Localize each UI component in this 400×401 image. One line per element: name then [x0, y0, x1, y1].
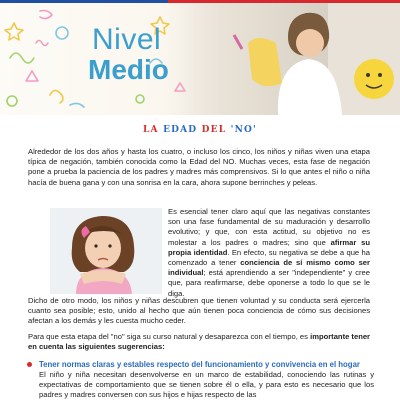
- paragraph-voluntad: Dicho de otro modo, los niños y niñas descubren que tienen voluntad y su conducta será ejercerla cuanto sea posible; esto, unido al hecho que aún tienen poca conciencia de cómo sus decisiones afectan a los demás y les cuesta mucho ceder.: [28, 296, 370, 326]
- suggestion-body: El niño y niña necesitan desenvolverse en un marco de estabilidad, conociendo las rutinas y expectativas de comportamiento que se tienen sobre él o ella, y para esto es necesario que los padres y madres conversen con sus hijos e hijas respecto de las: [39, 370, 374, 400]
- p4-bold: importante tener en cuenta las siguientes sugerencias:: [28, 332, 371, 352]
- heading-word-4: 'NO': [230, 125, 257, 135]
- page-title-line2: Medio: [88, 54, 169, 85]
- girl-photo: [50, 208, 162, 294]
- header-banner: [0, 3, 400, 115]
- p2-bold-conciencia: conciencia de sí mismo como ser individual: [168, 258, 370, 278]
- paragraph-sugerencias: [28, 332, 370, 352]
- p4-text-a: Para que esta etapa del "no" siga su curso natural y desaparezca con el tiempo, es: [28, 332, 311, 341]
- p2-text-c: . En efecto, su negativa se debe a que ha comenzado a tener: [168, 247, 370, 268]
- heading-word-1: LA: [143, 125, 159, 135]
- paragraph-intro: Alrededor de los dos años y hasta los cuatro, o incluso los cinco, los niños y niñas viven una etapa típica de negación, también conocida como la Edad del NO. Muchas veces, esta fase de negación pone a prueba la paciencia de los padres y madres más comprensivos. Si lo que antes el niño o niña hacía de buena gana y con una sonrisa en la cara, ahora supone berrinches y peleas.: [28, 147, 370, 187]
- article-heading: [0, 125, 400, 135]
- bullet-dot-icon: [27, 362, 32, 367]
- heading-word-2: EDAD: [163, 125, 198, 135]
- heading-word-3: DEL: [201, 125, 227, 135]
- suggestion-title: [24, 360, 374, 370]
- p2-text-e: ; está aprendiendo a ser "independiente" y cree que, para reafirmarse, debe oponerse a todo lo que se le diga.: [168, 268, 370, 298]
- child-photo: [178, 3, 400, 115]
- child-photo-illustration: [178, 3, 400, 115]
- p2-text-a: Es esencial tener claro aquí que las negativas constantes son una fase fundamental de su maduración y desarrollo evolutivo; y que, con esta actitud, su objetivo no es molestar a los padres o madres; sino que: [168, 207, 370, 247]
- page-title-line1: Nivel: [92, 23, 162, 56]
- suggestion-title-text: Tener normas claras y estables respecto del funcionamiento y convivencia en el hogar: [39, 360, 360, 369]
- girl-photo-illustration: [50, 208, 162, 294]
- p2-bold-identity: afirmar su propia identidad: [168, 237, 370, 257]
- paragraph-identity: [168, 207, 370, 299]
- suggestion-list-item: [24, 360, 374, 401]
